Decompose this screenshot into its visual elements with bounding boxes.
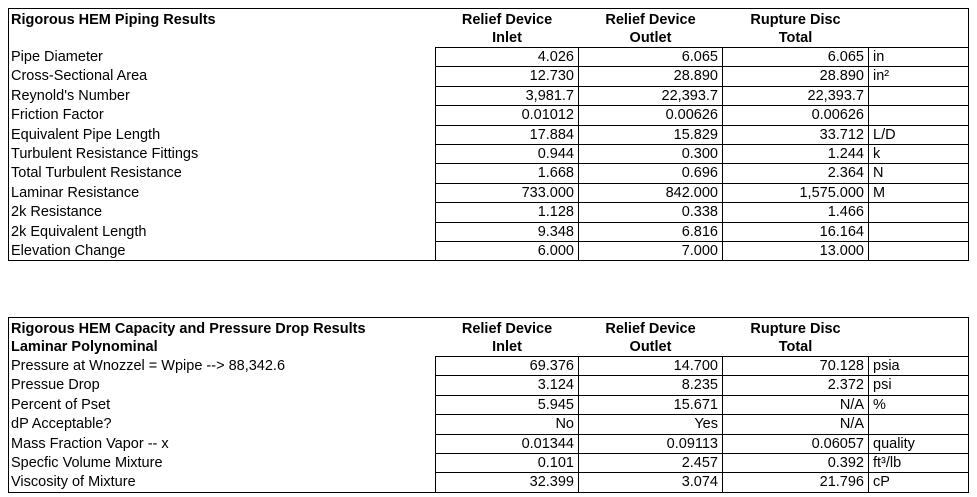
- outlet-value: 842.000: [579, 183, 723, 202]
- inlet-value: 0.101: [436, 454, 579, 473]
- column-header-inlet: Relief Device Inlet: [461, 321, 553, 355]
- total-value: 1.244: [723, 145, 869, 164]
- row-label: Laminar Resistance: [11, 184, 140, 201]
- outlet-value: 0.00626: [579, 106, 723, 125]
- outlet-value: 0.338: [579, 203, 723, 222]
- total-value: 28.890: [723, 67, 869, 86]
- table-row: [9, 242, 969, 261]
- row-label: Percent of Pset: [11, 396, 111, 413]
- unit-label: [869, 222, 969, 241]
- piping-results-body: [9, 48, 969, 261]
- inlet-value: 12.730: [436, 67, 579, 86]
- unit-label: %: [869, 395, 969, 414]
- unit-label: cP: [869, 473, 969, 492]
- row-label: Specfic Volume Mixture: [11, 455, 163, 472]
- outlet-value: 14.700: [579, 357, 723, 376]
- table-row: [9, 415, 969, 434]
- column-header-outlet: Relief Device Outlet: [605, 321, 696, 355]
- table-row: [9, 67, 969, 86]
- table-title: Rigorous HEM Capacity and Pressure Drop Results Laminar Polynominal: [11, 321, 366, 355]
- piping-results-table: [8, 8, 969, 261]
- unit-label: [869, 242, 969, 261]
- inlet-value: 0.944: [436, 145, 579, 164]
- row-label: dP Acceptable?: [11, 416, 112, 433]
- outlet-value: 15.829: [579, 125, 723, 144]
- table-row: [9, 125, 969, 144]
- row-label: Mass Fraction Vapor -- x: [11, 435, 169, 452]
- unit-label: [869, 106, 969, 125]
- column-header-inlet: Relief Device Inlet: [461, 12, 553, 46]
- outlet-value: 7.000: [579, 242, 723, 261]
- inlet-value: 5.945: [436, 395, 579, 414]
- table-row: [9, 454, 969, 473]
- unit-label: N: [869, 164, 969, 183]
- table-row: [9, 106, 969, 125]
- table-row: [9, 183, 969, 202]
- total-value: 1.466: [723, 203, 869, 222]
- row-label: Friction Factor: [11, 107, 104, 124]
- row-label: Equivalent Pipe Length: [11, 126, 161, 143]
- unit-label: ft³/lb: [869, 454, 969, 473]
- unit-label: [869, 86, 969, 105]
- row-label: 2k Resistance: [11, 204, 103, 221]
- total-value: 1,575.000: [723, 183, 869, 202]
- table-title: Rigorous HEM Piping Results: [11, 12, 216, 28]
- unit-label: [869, 415, 969, 434]
- total-value: 0.00626: [723, 106, 869, 125]
- total-value: N/A: [723, 415, 869, 434]
- row-label: 2k Equivalent Length: [11, 223, 147, 240]
- outlet-value: 6.065: [579, 48, 723, 67]
- outlet-value: 0.696: [579, 164, 723, 183]
- unit-label: in²: [869, 67, 969, 86]
- inlet-value: 9.348: [436, 222, 579, 241]
- table-row: [9, 48, 969, 67]
- inlet-value: 69.376: [436, 357, 579, 376]
- column-header-total: Rupture Disc Total: [750, 12, 841, 46]
- outlet-value: Yes: [579, 415, 723, 434]
- inlet-value: No: [436, 415, 579, 434]
- total-value: N/A: [723, 395, 869, 414]
- row-label: Turbulent Resistance Fittings: [11, 146, 199, 163]
- unit-label: psia: [869, 357, 969, 376]
- column-header-outlet: Relief Device Outlet: [605, 12, 696, 46]
- table-row: [9, 203, 969, 222]
- outlet-value: 0.300: [579, 145, 723, 164]
- row-label: Pipe Diameter: [11, 49, 103, 65]
- total-value: 0.392: [723, 454, 869, 473]
- inlet-value: 0.01344: [436, 434, 579, 453]
- row-label: Elevation Change: [11, 242, 126, 259]
- table-row: [9, 222, 969, 241]
- total-value: 70.128: [723, 357, 869, 376]
- capacity-results-body: [9, 357, 969, 493]
- inlet-value: 6.000: [436, 242, 579, 261]
- outlet-value: 22,393.7: [579, 86, 723, 105]
- unit-label: in: [869, 48, 969, 67]
- total-value: 0.06057: [723, 434, 869, 453]
- table-row: [9, 164, 969, 183]
- inlet-value: 17.884: [436, 125, 579, 144]
- total-value: 13.000: [723, 242, 869, 261]
- table-row: [9, 376, 969, 395]
- table-header: [9, 9, 969, 48]
- table-row: [9, 473, 969, 492]
- unit-label: k: [869, 145, 969, 164]
- table-row: [9, 357, 969, 376]
- outlet-value: 8.235: [579, 376, 723, 395]
- capacity-results-table: [8, 317, 969, 493]
- table-row: [9, 434, 969, 453]
- inlet-value: 1.668: [436, 164, 579, 183]
- inlet-value: 3.124: [436, 376, 579, 395]
- inlet-value: 4.026: [436, 48, 579, 67]
- unit-label: quality: [869, 434, 969, 453]
- total-value: 21.796: [723, 473, 869, 492]
- row-label: Pressue Drop: [11, 377, 100, 394]
- outlet-value: 3.074: [579, 473, 723, 492]
- outlet-value: 6.816: [579, 222, 723, 241]
- inlet-value: 32.399: [436, 473, 579, 492]
- total-value: 6.065: [723, 48, 869, 67]
- outlet-value: 0.09113: [579, 434, 723, 453]
- row-label: Total Turbulent Resistance: [11, 165, 182, 182]
- row-label: Viscosity of Mixture: [11, 474, 136, 491]
- total-value: 16.164: [723, 222, 869, 241]
- inlet-value: 733.000: [436, 183, 579, 202]
- unit-label: psi: [869, 376, 969, 395]
- unit-label: [869, 203, 969, 222]
- total-value: 33.712: [723, 125, 869, 144]
- outlet-value: 15.671: [579, 395, 723, 414]
- table-row: [9, 395, 969, 414]
- total-value: 2.372: [723, 376, 869, 395]
- unit-label: M: [869, 183, 969, 202]
- row-label: Cross-Sectional Area: [11, 68, 148, 85]
- table-row: [9, 86, 969, 105]
- table-row: [9, 145, 969, 164]
- column-header-total: Rupture Disc Total: [750, 321, 841, 355]
- table-header: [9, 318, 969, 357]
- total-value: 22,393.7: [723, 86, 869, 105]
- row-label: Pressure at Wnozzel = Wpipe --> 88,342.6: [11, 358, 286, 374]
- total-value: 2.364: [723, 164, 869, 183]
- inlet-value: 0.01012: [436, 106, 579, 125]
- inlet-value: 3,981.7: [436, 86, 579, 105]
- inlet-value: 1.128: [436, 203, 579, 222]
- outlet-value: 2.457: [579, 454, 723, 473]
- unit-label: L/D: [869, 125, 969, 144]
- row-label: Reynold's Number: [11, 87, 130, 104]
- outlet-value: 28.890: [579, 67, 723, 86]
